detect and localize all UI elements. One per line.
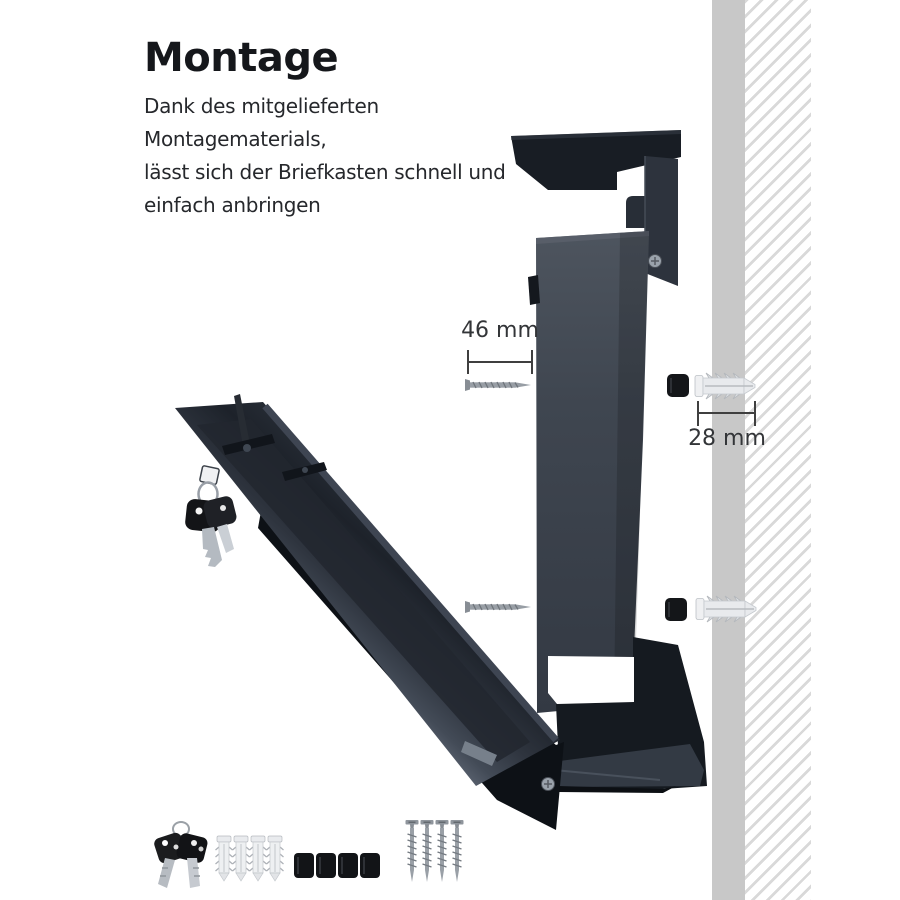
mailbox-door	[175, 402, 564, 830]
hinge-screw-top	[649, 255, 662, 268]
distance-cap-upper	[667, 374, 689, 397]
mounting-screw-upper	[465, 379, 531, 391]
page-title: Montage	[144, 35, 339, 81]
description-line-1: Dank des mitgelieferten Montagematerials,	[144, 94, 379, 151]
wall-plug-lower	[696, 596, 756, 622]
dimension-28mm-label: 28 mm	[688, 426, 766, 451]
caps-icon	[294, 853, 380, 878]
mounting-screw-lower	[465, 601, 531, 613]
dimension-46mm-line	[468, 350, 532, 374]
mailbox-body	[528, 231, 707, 793]
door-catch-nub	[528, 275, 540, 305]
distance-cap-lower	[665, 598, 687, 621]
description-line-3: einfach anbringen	[144, 193, 321, 217]
screws-icon	[406, 820, 464, 882]
wall-plug-upper	[695, 373, 755, 399]
page-description	[144, 90, 544, 222]
mailbox-bottom-slot	[548, 656, 634, 704]
dimension-46mm-label: 46 mm	[461, 318, 539, 343]
mailbox-hinge-plate	[645, 156, 678, 286]
dimension-28mm-line	[698, 401, 755, 426]
keys-icon	[153, 822, 209, 888]
description-line-2: lässt sich der Briefkasten schnell und	[144, 160, 506, 184]
hinge-screw-bottom	[542, 778, 555, 791]
wall-plugs-icon	[216, 836, 284, 881]
mailbox-keys	[184, 466, 238, 567]
